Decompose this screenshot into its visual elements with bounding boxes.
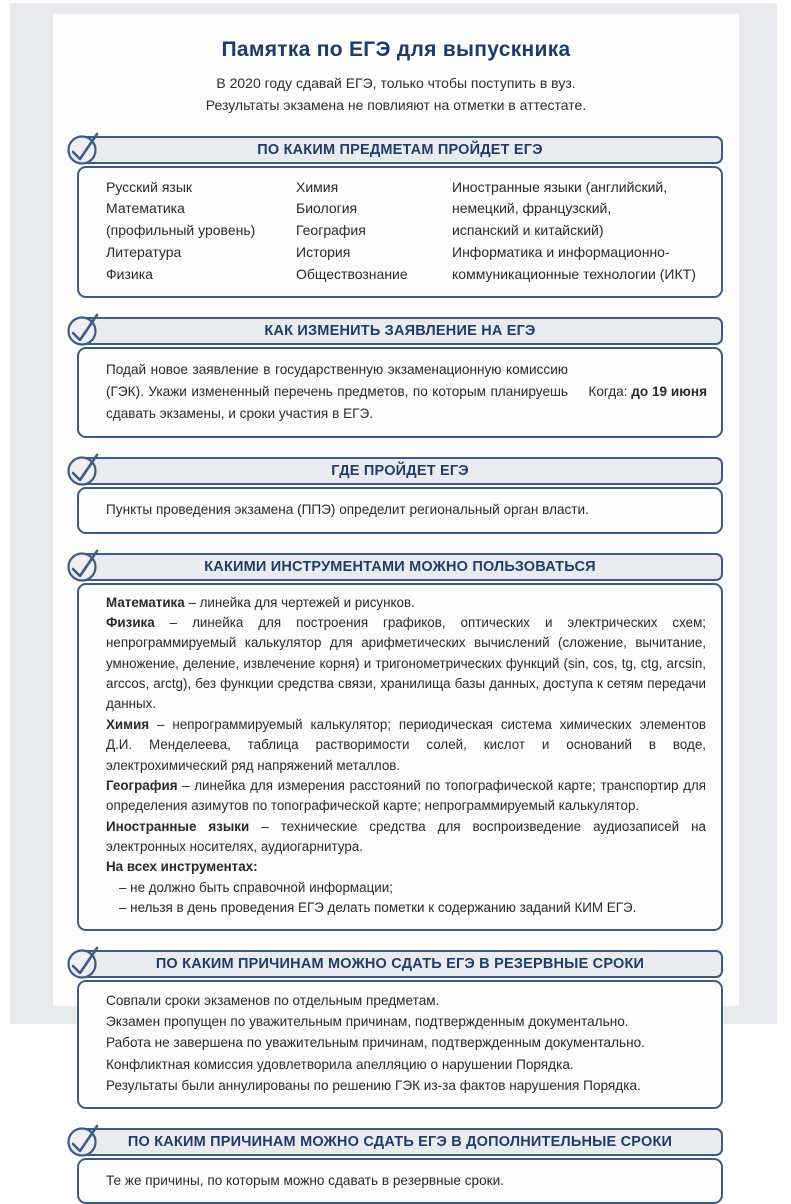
reason-line: Конфликтная комиссия удовлетворила апелляцию о нарушении Порядка. [106, 1056, 574, 1072]
section-where [77, 457, 723, 533]
subtitle-line: В 2020 году сдавай ЕГЭ, только чтобы поступить в вуз. [216, 75, 576, 91]
section-body [77, 1158, 723, 1204]
tool-description: – технические средства для воспроизведение аудиозаписей на электронных носителях, аудиогарнитура. [106, 818, 706, 855]
section-body [77, 980, 723, 1109]
subject-line: География [296, 222, 366, 239]
subject-line: (профильный уровень) [106, 222, 256, 239]
check-circle-icon [65, 945, 102, 982]
subject-line: Обществознание [296, 265, 408, 282]
subject-line: Информатика и информационно- [452, 243, 670, 260]
tools-note-item: – нельзя в день проведения ЕГЭ делать пометки к содержанию заданий КИМ ЕГЭ. [119, 900, 637, 916]
tool-description: – линейка для чертежей и рисунков. [184, 594, 415, 610]
section-header: ГДЕ ПРОЙДЕТ ЕГЭ [77, 457, 723, 485]
tools-note-item: – не должно быть справочной информации; [119, 879, 393, 895]
section-header: КАКИМИ ИНСТРУМЕНТАМИ МОЖНО ПОЛЬЗОВАТЬСЯ [77, 553, 723, 581]
tool-item [106, 715, 706, 776]
tool-subject: Физика [106, 614, 155, 630]
section-change-application [77, 317, 723, 438]
deadline-label: Когда: [588, 383, 632, 399]
reason-line: Результаты были аннулированы по решению ГЭК из-за фактов нарушения Порядка. [106, 1078, 641, 1094]
section-paragraph: Те же причины, по которым можно сдавать в резервные сроки. [106, 1172, 504, 1188]
subject-line: Иностранные языки (английский, [452, 178, 668, 195]
subject-line: коммуникационные технологии (ИКТ) [452, 265, 696, 282]
deadline-note [578, 382, 707, 402]
tools-note-title: На всех инструментах: [106, 859, 258, 875]
section-body [77, 166, 723, 298]
subject-line: Химия [296, 178, 339, 195]
tool-subject: География [106, 777, 178, 793]
check-circle-icon [65, 548, 102, 585]
check-circle-icon [65, 452, 102, 489]
page-subtitle [53, 72, 739, 117]
section-reserve-reasons [77, 950, 723, 1109]
sections-container [77, 136, 723, 1204]
tool-subject: Иностранные языки [106, 818, 250, 834]
deadline-value: до 19 июня [631, 383, 707, 399]
subjects-column [106, 177, 296, 285]
document-page [53, 14, 739, 1188]
tool-item [106, 776, 706, 817]
section-paragraph: Подай новое заявление в государственную экзаменационную комиссию (ГЭК). Укажи измененный перечень предметов, по которым планируешь сдавать экзамены, и сроки участия в ЕГЭ. [106, 362, 568, 421]
section-body [77, 583, 723, 931]
subject-line: испанский и китайский) [452, 222, 604, 239]
section-body [77, 347, 723, 438]
section-subjects [77, 136, 723, 298]
subject-line: немецкий, французский, [452, 200, 612, 217]
tool-subject: Математика [106, 594, 185, 610]
check-circle-icon [65, 312, 102, 349]
tool-subject: Химия [106, 716, 150, 732]
tool-item [106, 593, 706, 613]
subject-line: История [296, 243, 351, 260]
section-header: ПО КАКИМ ПРЕДМЕТАМ ПРОЙДЕТ ЕГЭ [77, 136, 723, 164]
section-header: ПО КАКИМ ПРИЧИНАМ МОЖНО СДАТЬ ЕГЭ В ДОПОЛНИТЕЛЬНЫЕ СРОКИ [77, 1128, 723, 1156]
section-additional-reasons [77, 1128, 723, 1204]
tool-item [106, 613, 706, 715]
tool-description: – линейка для измерения расстояний по топографической карте; транспортир для определения азимутов по топографической карте; непрограммируемый калькулятор. [106, 777, 706, 814]
check-circle-icon [65, 1123, 102, 1160]
subject-line: Математика [106, 200, 185, 217]
check-circle-icon [65, 131, 102, 168]
subjects-column [452, 177, 713, 285]
subjects-column [296, 177, 452, 285]
section-header: ПО КАКИМ ПРИЧИНАМ МОЖНО СДАТЬ ЕГЭ В РЕЗЕРВНЫЕ СРОКИ [77, 950, 723, 978]
section-header: КАК ИЗМЕНИТЬ ЗАЯВЛЕНИЕ НА ЕГЭ [77, 317, 723, 345]
section-paragraph: Пункты проведения экзамена (ППЭ) определит региональный орган власти. [106, 502, 589, 518]
subject-line: Физика [106, 265, 153, 282]
tool-item [106, 817, 706, 858]
subject-line: Русский язык [106, 178, 193, 195]
tool-description: – линейка для построения графиков, оптических и электрических схем; непрограммируемый калькулятор для арифметических вычислений (сложение, вычитание, умножение, деление, извлечение корня) и тригонометрических функций (sin, cos, tg, ctg, arcsin, arccos, arctg), без функции средства связи, хранилища базы данных, доступа к сетям передачи данных. [106, 614, 706, 712]
page-title: Памятка по ЕГЭ для выпускника [221, 38, 571, 61]
section-tools [77, 553, 723, 931]
tool-description: – непрограммируемый калькулятор; периодическая система химических элементов Д.И. Менделеева, таблица растворимости солей, кислот и оснований в воде, электрохимический ряд напряжений металлов. [106, 716, 706, 773]
subject-line: Биология [296, 200, 358, 217]
reason-line: Совпали сроки экзаменов по отдельным предметам. [106, 992, 440, 1008]
subject-line: Литература [106, 243, 182, 260]
subtitle-line: Результаты экзамена не повлияют на отметки в аттестате. [205, 97, 587, 114]
reason-line: Работа не завершена по уважительным причинам, подтвержденным документально. [106, 1035, 645, 1051]
section-body [77, 487, 723, 533]
reason-line: Экзамен пропущен по уважительным причинам, подтвержденным документально. [106, 1014, 629, 1029]
